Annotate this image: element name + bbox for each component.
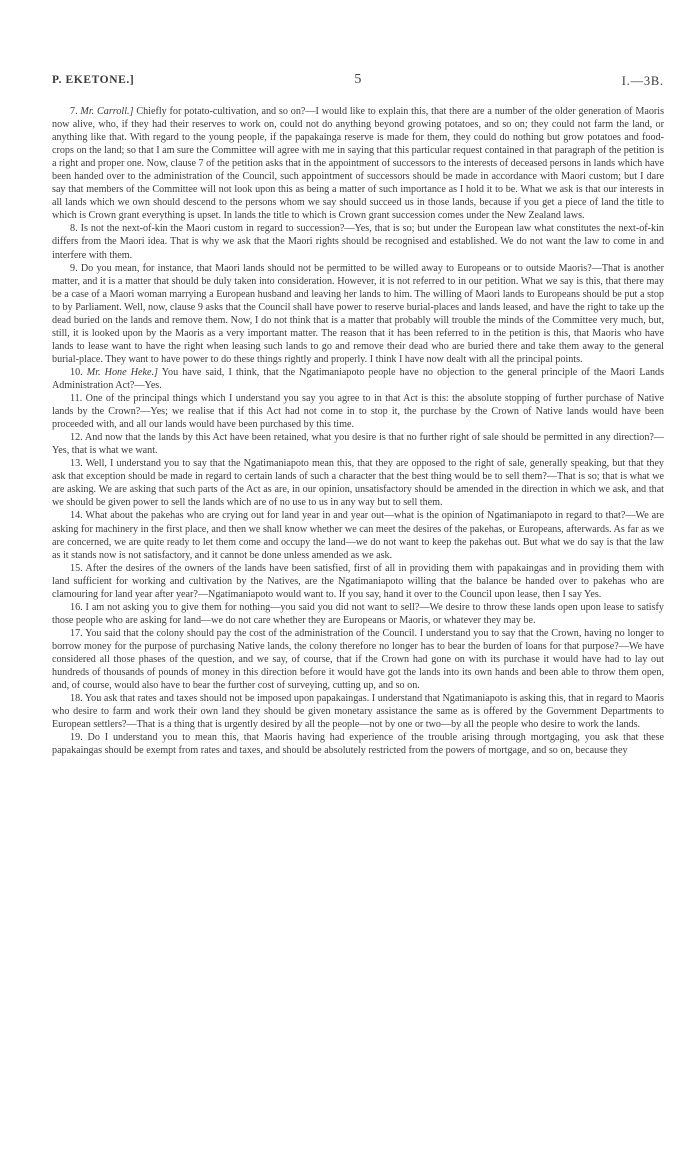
paragraph-text: You have said, I think, that the Ngatimaniapoto people have no objection to the general principle of the Maori Lands Administration Act?—Yes.	[52, 366, 665, 391]
paragraph-7	[52, 105, 664, 222]
evidence-body	[52, 105, 664, 757]
witness-name: P. EKETONE.]	[52, 74, 135, 86]
paragraph-17	[52, 627, 664, 692]
paragraph-number: 8.	[70, 223, 78, 235]
paragraph-number: 17.	[70, 627, 83, 639]
paragraph-number: 15.	[70, 562, 83, 574]
paragraph-text: After the desires of the owners of the lands have been satisfied, first of all in providing them with papakaingas and in providing them with land sufficient for working and cultivation by the Natives, are the Ngatimaniapoto willing that the balance be handed over to pakehas who are clamouring for land year after year?—Ngatimaniapoto would want to. If you say, hand it over to the Council upon lease, then I say Yes.	[52, 562, 664, 600]
paragraph-text: You said that the colony should pay the cost of the administration of the Council. I understand you to say that the Crown, having no longer to borrow money for the purpose of purchasing Native lands, the colony therefore no longer has to bear the burden of loans for that purpose?—We have considered all those phases of the question, and we say, of course, that if the Crown had gone on with its purchase it would have had to lay out hundreds of thousands of pounds of money in this direction before it would have got the lands into its own hands and been able to throw them open, and, of course, would also have to bear the further cost of surveying, cutting up, and so on.	[52, 627, 664, 692]
paragraph-10	[52, 366, 664, 392]
paragraph-12	[52, 431, 664, 457]
paragraph-number: 7.	[70, 106, 78, 117]
paragraph-19	[52, 731, 664, 757]
paragraph-number: 10.	[70, 366, 83, 378]
paragraph-number: 12.	[70, 432, 83, 444]
paragraph-9	[52, 262, 664, 366]
paragraph-number: 19.	[70, 732, 83, 744]
document-page	[52, 0, 664, 1157]
paragraph-18	[52, 692, 664, 731]
paper-reference: I.—3B.	[621, 74, 664, 88]
paragraph-text: Chiefly for potato-cultivation, and so on?—I would like to explain this, that there are a number of the older generation of Maoris now alive, who, if they had their reserves to work on, could not do anything beyond growing potatoes, and so on; they could not farm the land, or anything like that. With regard to the young people, if the papakainga reserve is made for them, they could do nothing but grow potatoes and food-crops on the land; so that I am sure the Committee will agree with me in saying that this particular request contained in that paragraph of the petition is a right and proper one. Now, clause 7 of the petition asks that in the appointment of successors to the interests of deceased persons in lands which have been handed over to the administration of the Council, such appointment of successors should be made in accordance with Maori custom; but I dare say that members of the Committee will not look upon this as being a matter of such importance as I hold it to be. What we ask is that our interests in all lands which we own should descend to the persons whom we say should succeed us in those lands, because if you get a piece of land the title to which is Crown grant everything is upset. In lands the title to which is Crown grant succession comes under the New Zealand laws.	[52, 106, 665, 222]
paragraph-number: 16.	[70, 601, 83, 613]
paragraph-text: Is not the next-of-kin the Maori custom in regard to succession?—Yes, that is so; but under the European law what constitutes the next-of-kin differs from the Maori idea. That is why we ask that the Maori rights should be recognised and established. We do not want the law to come in and interfere with them.	[52, 223, 664, 261]
paragraph-number: 13.	[70, 458, 83, 470]
page-number: 5	[354, 72, 362, 87]
paragraph-text: I am not asking you to give them for nothing—you said you did not want to sell?—We desire to throw these lands open upon lease to satisfy those people who are asking for land—we do not care whether they are Europeans or Maoris, or whatever they may be.	[52, 601, 664, 626]
paragraph-text: One of the principal things which I understand you say you agree to in that Act is this: the absolute stopping of further purchase of Native lands by the Crown?—Yes; we realise that if this Act had not come in to stop it, the purchase by the Crown of Native lands would have been proceeded with, and all our lands would have been purchased by this time.	[52, 393, 664, 431]
paragraph-number: 11.	[70, 393, 83, 405]
paragraph-16	[52, 601, 664, 627]
paragraph-11	[52, 392, 664, 431]
speaker-label: Mr. Carroll.]	[80, 106, 134, 117]
paragraph-number: 18.	[70, 693, 83, 705]
paragraph-text: What about the pakehas who are crying out for land year in and year out—what is the opinion of Ngatimaniapoto in regard to that?—We are asking for machinery in the first place, and then we shall know whether we can meet the desires of the pakehas, or Europeans, afterwards. As far as we are concerned, we are quite ready to let them come and occupy the land—we do not want to keep the pakehas out. But what we do say is that the law as it stands now is not satisfactory, and it cannot be done unless amended as we ask.	[52, 510, 664, 561]
paragraph-text: Do I understand you to mean this, that Maoris having had experience of the trouble arising through mortgaging, you ask that these papakaingas should be exempt from rates and taxes, and should be absolutely restricted from the powers of mortgage, and so on, because they	[52, 732, 664, 757]
paragraph-number: 9.	[70, 262, 78, 274]
paragraph-8	[52, 222, 664, 261]
paragraph-text: Well, I understand you to say that the Ngatimaniapoto mean this, that they are opposed to the right of sale, generally speaking, but that they ask that exception should be made in regard to certain lands of such a character that the best thing would be to sell them?—That is so; that is what we are asking. We are asking that such parts of the Act as are, in our opinion, unsatisfactory should be amended in the direction in which we ask, and that we should be given power to sell the lands which are of no use to us in any way but to sell them.	[52, 458, 664, 509]
paragraph-15	[52, 562, 664, 601]
page-header	[52, 72, 664, 92]
paragraph-14	[52, 509, 664, 561]
paragraph-text: Do you mean, for instance, that Maori lands should not be permitted to be willed away to Europeans or to outside Maoris?—That is another matter, and it is a matter that should be duly taken into consideration. However, it is not referred to in our petition. What we say is this, that there may be a case of a Maori woman marrying a European husband and leaving her lands to him. The willing of Maori lands to Europeans should be put a stop to by Parliament. Well, now, clause 9 asks that the Council shall have power to reserve burial-places and lands leased, and have the right to take up the dead buried on the lands and remove them. Now, I do not think that is a matter that probably will trouble the minds of the Committee very much, but, still, it is looked upon by the Maoris as a very important matter. The reason that it has been referred to in the petition is this, that Maoris who have lands to lease want to have the right when leasing such lands to go and remove their dead who are buried there and take them away to the general burial-place. They want to have power to do these things rightly and properly. I think I have now dealt with all the principal points.	[52, 262, 664, 365]
paragraph-text: And now that the lands by this Act have been retained, what you desire is that no further right of sale should be permitted in any direction?—Yes, that is what we want.	[52, 432, 664, 457]
paragraph-number: 14.	[70, 510, 83, 522]
paragraph-text: You ask that rates and taxes should not be imposed upon papakaingas. I understand that Ngatimaniapoto is asking this, that in regard to Maoris who desire to farm and work their own land they should be given monetary assistance the same as is offered by the Government Departments to European settlers?—That is a thing that is urgently desired by all the people—not by one or two—by all the people who desire to work the lands.	[52, 693, 664, 731]
speaker-label: Mr. Hone Heke.]	[86, 366, 158, 378]
paragraph-13	[52, 457, 664, 509]
